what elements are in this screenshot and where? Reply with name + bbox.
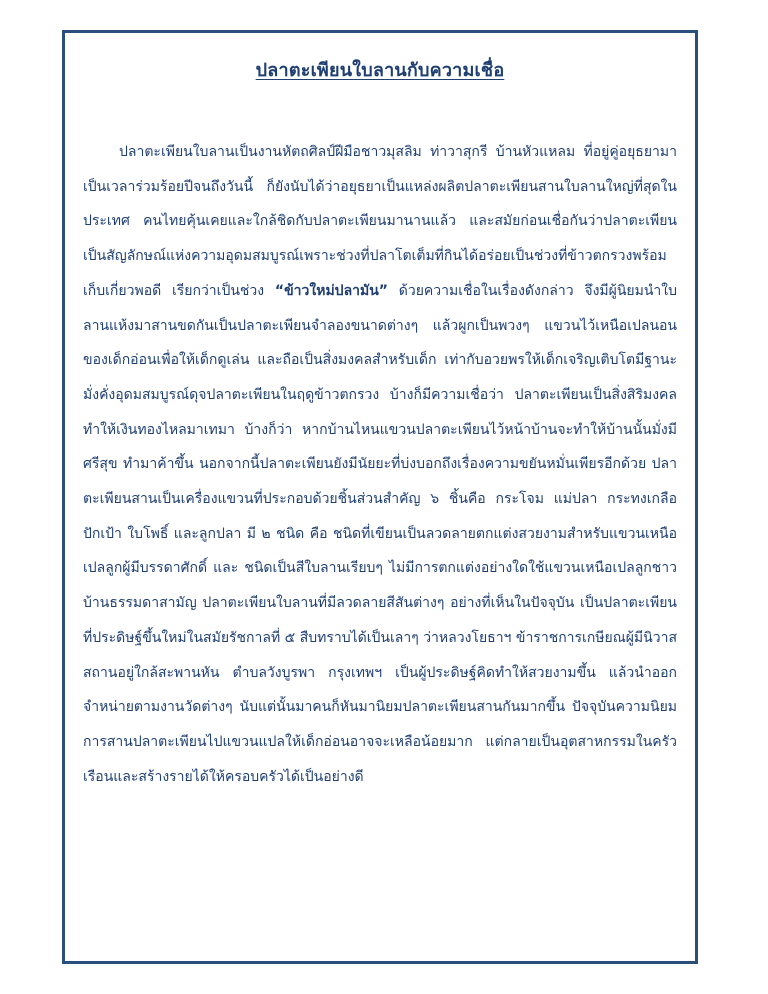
body-text-after-quote: ด้วยความเชื่อในเรื่องดังกล่าว จึงมีผู้นิยมนำใบลานแห้งมาสานขดกันเป็นปลาตะเพียนจำลองขนาดต่างๆ แล้วผูกเป็นพวงๆ แขวนไว้เหนือเปลนอนของเด็กอ่อนเพื่อให้เด็กดูเล่น และถือเป็นสิ่งมงคลสำหรับเด็ก เท่ากับอวยพรให้เด็กเจริญเติบโตมีฐานะมั่งคั่งอุดมสมบูรณ์ดุจปลาตะเพียนในฤดูข้าวตกรวง บ้างก็มีความเชื่อว่า ปลาตะเพียนเป็นสิ่งสิริมงคล ทำให้เงินทองไหลมาเทมา บ้างก็ว่า หากบ้านไหนแขวนปลาตะเพียนไว้หน้าบ้านจะทำให้บ้านนั้นมั่งมีศรีสุข ทำมาค้าขึ้น นอกจากนี้ปลาตะเพียนยังมีนัยยะที่บ่งบอกถึงเรื่องความขยันหมั่นเพียรอีกด้วย ปลาตะเพียนสานเป็นเครื่องแขวนที่ประกอบด้วยชิ้นส่วนสำคัญ ๖ ชิ้นคือ กระโจม แม่ปลา กระทงเกลือ ปักเป้า ใบโพธิ์ และลูกปลา มี ๒ ชนิด คือ ชนิดที่เขียนเป็นลวดลายตกแต่งสวยงามสำหรับแขวนเหนือเปลลูกผู้มีบรรดาศักดิ์ และ ชนิดเป็นสีใบลานเรียบๆ ไม่มีการตกแต่งอย่างใดใช้แขวนเหนือเปลลูกชาวบ้านธรรมดาสามัญ ปลาตะเพียนใบลานที่มีลวดลายสีสันต่างๆ อย่างที่เห็นในปัจจุบัน เป็นปลาตะเพียนที่ประดิษฐ์ขึ้นใหม่ในสมัยรัชกาลที่ ๕ สืบทราบได้เป็นเลาๆ ว่าหลวงโยธาฯ ข้าราชการเกษียณผู้มีนิวาสสถานอยู่ใกล้สะพานหัน ตำบลวังบูรพา กรุงเทพฯ เป็นผู้ประดิษฐ์คิดทำให้สวยงามขึ้น แล้วนำออกจำหน่ายตามงานวัดต่างๆ นับแต่นั้นมาคนก็หันมานิยมปลาตะเพียนสานกันมากขึ้น ปัจจุบันความนิยมการสานปลาตะเพียนไปแขวนแปลให้เด็กอ่อนอาจจะเหลือน้อยมาก แต่กลายเป็นอุตสาหกรรมในครัวเรือนและสร้างรายได้ให้ครอบครัวได้เป็นอย่างดี xyxy=(83,282,677,785)
document-body xyxy=(83,135,677,794)
body-paragraph xyxy=(83,135,677,794)
document-title: ปลาตะเพียนใบลานกับความเชื่อ xyxy=(255,60,505,81)
body-text-before-quote: ปลาตะเพียนใบลานเป็นงานหัตถศิลป์ฝีมือชาวมุสลิม ท่าวาสุกรี บ้านหัวแหลม ที่อยู่คู่อยุธยามาเป็นเวลาร่วมร้อยปีจนถึงวันนี้ ก็ยังนับได้ว่าอยุธยาเป็นแหล่งผลิตปลาตะเพียนสานใบลานใหญ่ที่สุดในประเทศ คนไทยคุ้นเคยและใกล้ชิดกับปลาตะเพียนมานานแล้ว และสมัยก่อนเชื่อกันว่าปลาตะเพียนเป็นสัญลักษณ์แห่งความอุดมสมบูรณ์เพราะช่วงที่ปลาโตเต็มที่กินได้อร่อยเป็นช่วงที่ข้าวตกรวงพร้อมเก็บเกี่ยวพอดี เรียกว่าเป็นช่วง xyxy=(83,144,677,299)
quoted-phrase: “ข้าวใหม่ปลามัน” xyxy=(274,282,389,299)
page-border-frame xyxy=(62,30,698,964)
